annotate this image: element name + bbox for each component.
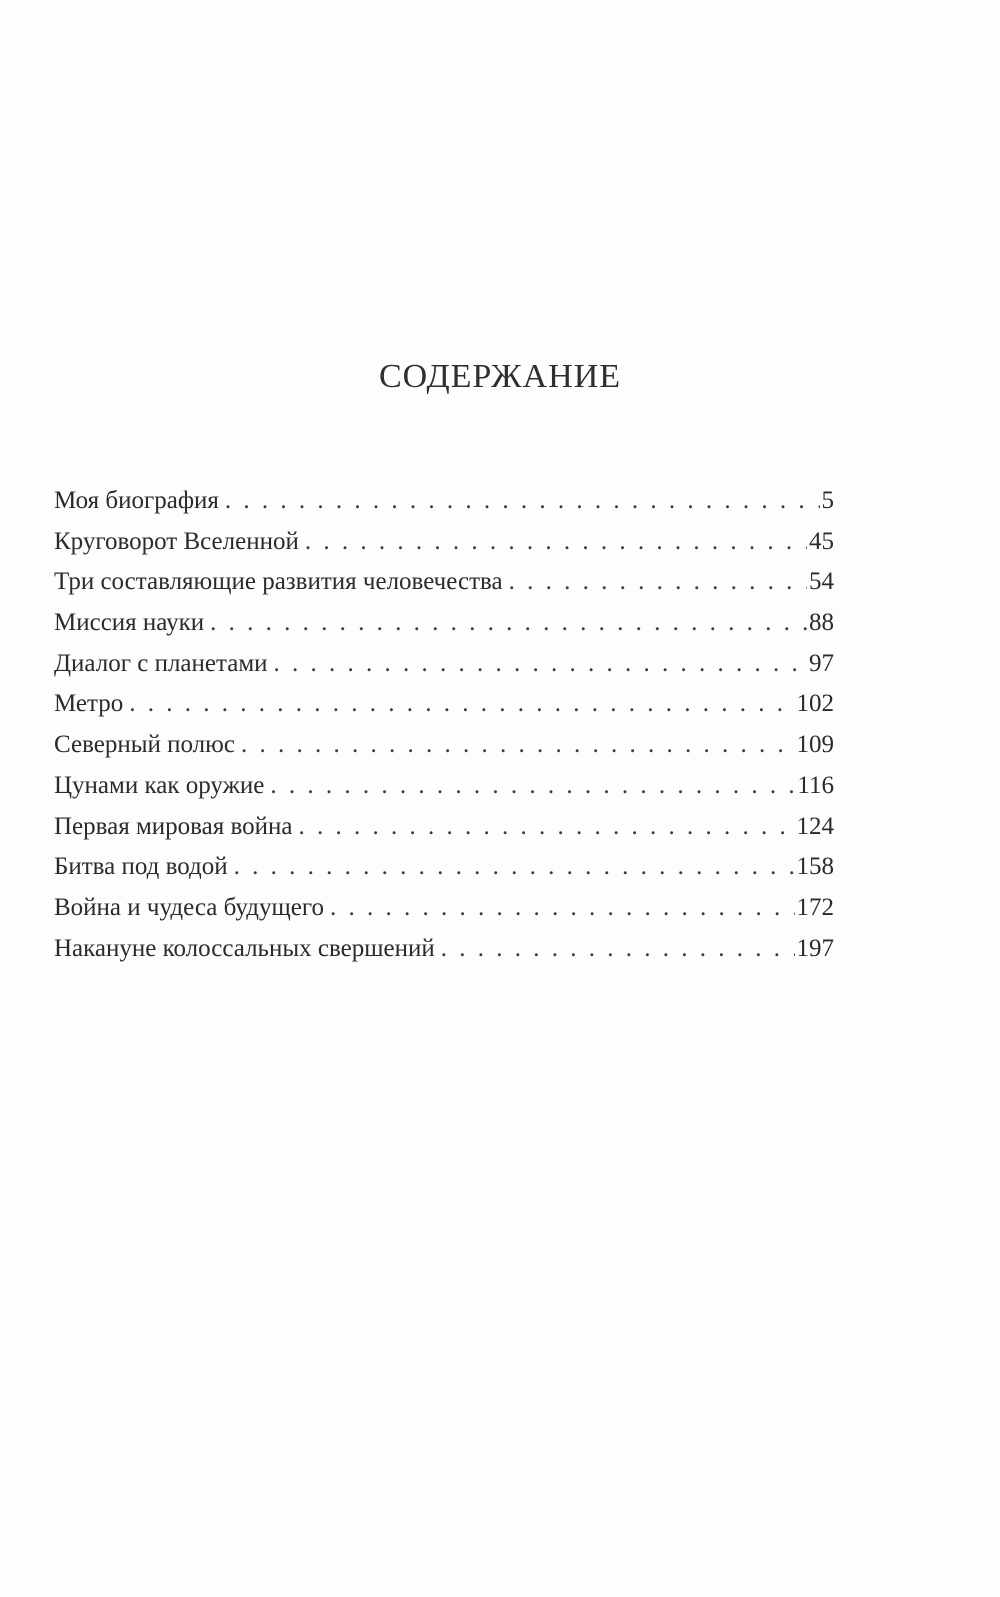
toc-entry-title: Круговорот Вселенной	[54, 527, 299, 555]
table-of-contents	[54, 481, 834, 969]
dot-leader	[330, 888, 795, 929]
dot-leader	[274, 644, 807, 685]
dot-leader	[270, 766, 795, 807]
toc-entry-page-number: 109	[796, 731, 834, 759]
dot-leader	[305, 522, 807, 563]
toc-entry-title: Диалог с планетами	[54, 649, 268, 677]
toc-entry	[54, 807, 834, 848]
toc-entry-title: Накануне колоссальных свершений	[54, 934, 435, 962]
toc-entry	[54, 929, 834, 970]
toc-entry-page-number: 54	[809, 568, 834, 596]
dot-leader	[241, 725, 795, 766]
toc-entry-page-number: 5	[821, 487, 834, 514]
toc-entry-page-number: 88	[809, 609, 834, 637]
toc-entry-page-number: 45	[809, 527, 834, 555]
toc-entry	[54, 644, 834, 685]
dot-leader	[210, 603, 807, 644]
toc-entry	[54, 725, 834, 766]
toc-entry-title: Метро	[54, 690, 124, 718]
toc-entry	[54, 847, 834, 888]
dot-leader	[509, 562, 807, 603]
dot-leader	[441, 929, 795, 970]
toc-entry-title: Миссия науки	[54, 609, 205, 637]
dot-leader	[298, 807, 794, 848]
toc-entry	[54, 481, 834, 522]
toc-entry	[54, 603, 834, 644]
dot-leader	[225, 481, 820, 522]
toc-entry-page-number: 172	[796, 893, 834, 921]
toc-entry-title: Три составляющие развития человечества	[54, 568, 503, 596]
dot-leader	[234, 847, 795, 888]
toc-entry	[54, 522, 834, 563]
page-title: СОДЕРЖАНИЕ	[378, 358, 622, 395]
toc-entry-page-number: 124	[796, 812, 834, 840]
toc-entry-page-number: 97	[809, 649, 834, 677]
toc-entry-title: Цунами как оружие	[54, 771, 265, 799]
toc-entry	[54, 766, 834, 807]
dot-leader	[129, 684, 794, 725]
toc-entry-title: Моя биография	[54, 487, 219, 514]
toc-entry-page-number: 197	[796, 934, 834, 962]
toc-entry-page-number: 102	[796, 690, 834, 718]
toc-entry-title: Война и чудеса будущего	[54, 893, 324, 921]
toc-entry-title: Битва под водой	[54, 853, 228, 881]
toc-entry	[54, 562, 834, 603]
toc-entry-page-number: 158	[796, 853, 834, 881]
toc-entry-title: Первая мировая война	[54, 812, 293, 840]
toc-entry	[54, 888, 834, 929]
toc-entry	[54, 684, 834, 725]
toc-entry-title: Северный полюс	[54, 731, 235, 759]
toc-entry-page-number: 116	[797, 771, 834, 799]
